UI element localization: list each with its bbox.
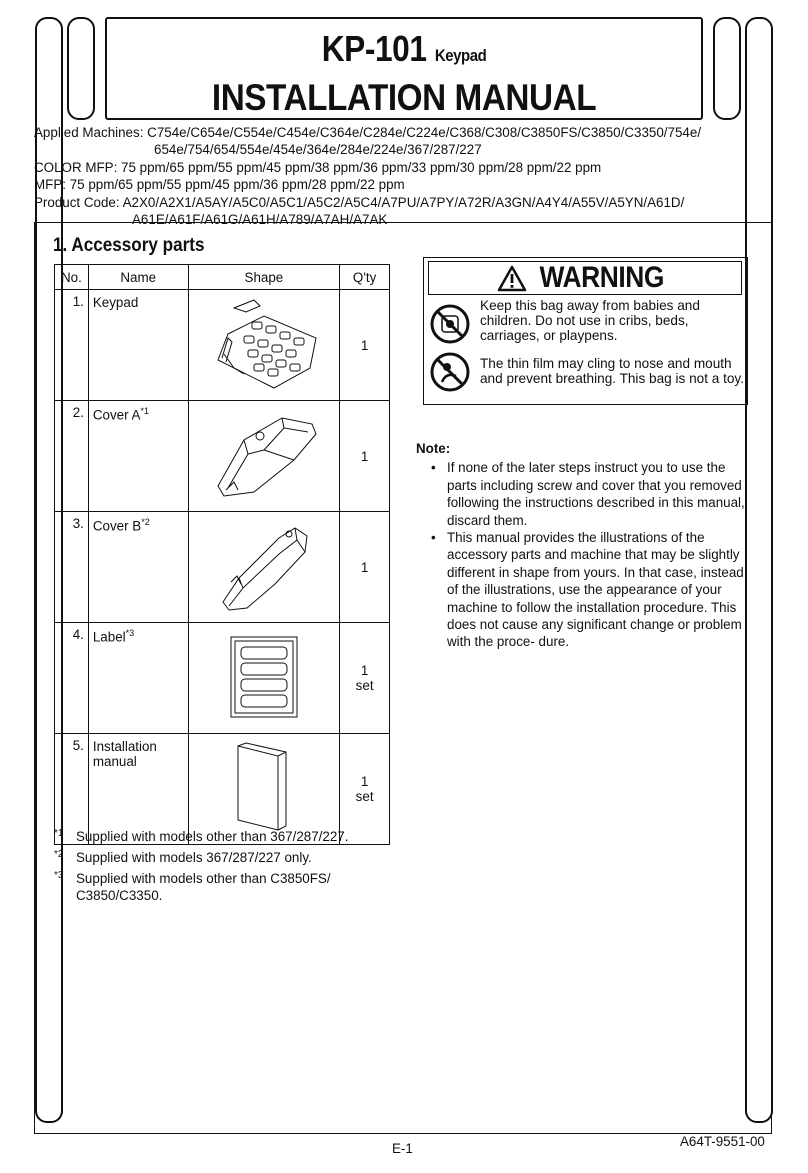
warning-title: WARNING (539, 261, 665, 294)
warning-triangle-icon (497, 265, 527, 292)
part-name: Cover B (92, 518, 142, 534)
header-info (34, 124, 774, 228)
footnote-text: Supplied with models other than 367/287/227. (76, 829, 349, 844)
row-name (88, 401, 188, 512)
accessory-parts-table (54, 264, 390, 845)
document-code: A64T-9551-00 (680, 1134, 765, 1149)
footnote-ref: *1 (140, 406, 150, 416)
model-name: KP-101 (321, 28, 427, 69)
row-shape (188, 512, 340, 623)
table-row (55, 401, 390, 512)
footnote-text: Supplied with models 367/287/227 only. (76, 850, 312, 865)
qty-unit: set (355, 789, 374, 804)
label-sheet-icon (229, 635, 299, 719)
product-code (34, 194, 774, 211)
right-tab-inner (713, 17, 741, 120)
footnote-mark: *2 (54, 849, 64, 860)
model-subtitle: Keypad (434, 46, 487, 65)
footnote-mark: *1 (54, 828, 64, 839)
footnote (54, 828, 396, 845)
footnotes (54, 828, 396, 908)
section-title: 1. Accessory parts (53, 235, 205, 256)
table-row (55, 512, 390, 623)
applied-line2: 654e/754/654/554e/454e/364e/284e/224e/367/287/227 (154, 142, 482, 158)
applied-machines (34, 124, 774, 141)
row-name (88, 512, 188, 623)
qty-value: 1 (360, 559, 369, 575)
row-qty (340, 512, 390, 623)
no-suffocation-icon (430, 352, 470, 392)
row-name (88, 290, 188, 401)
footnote (54, 870, 396, 904)
left-tab-inner (67, 17, 95, 120)
product-title (143, 29, 666, 76)
footnote-text: Supplied with models other than C3850FS/ C3850/C3350. (76, 871, 331, 903)
cover-b-icon (209, 518, 319, 614)
note-list (416, 459, 756, 650)
row-name (88, 623, 188, 734)
footnote-mark: *3 (54, 870, 64, 881)
row-no: 3. (55, 512, 89, 623)
col-shape: Shape (188, 265, 340, 290)
col-qty: Q'ty (340, 265, 390, 290)
title-box (105, 17, 703, 120)
qty-value: 1 (360, 774, 369, 789)
qty-value: 1 (360, 337, 369, 353)
note-section (416, 440, 756, 651)
warning-item (430, 298, 745, 344)
page-number: E-1 (392, 1141, 413, 1156)
row-qty (340, 401, 390, 512)
manual-booklet-icon (232, 742, 296, 834)
row-no: 5. (55, 734, 89, 845)
col-no: No. (55, 265, 89, 290)
row-shape (188, 623, 340, 734)
row-shape (188, 290, 340, 401)
cover-a-icon (204, 410, 324, 500)
mfp-speeds: MFP: 75 ppm/65 ppm/55 ppm/45 ppm/36 ppm/28 ppm/22 ppm (34, 177, 405, 193)
keypad-icon (204, 298, 324, 390)
list-item: • This manual provides the illustrations of the accessory parts and machine that may be slightly different in shape from yours. In that case, instead of the illustrations, use the appearance of your machine to follow the installation procedure. This does not cause any significant change or problem with the proce- dure. (416, 529, 756, 651)
warning-box (423, 257, 748, 405)
qty-value: 1 (360, 663, 369, 678)
manual-title: INSTALLATION MANUAL (211, 77, 597, 118)
warning-text: Keep this bag away from babies and children. Do not use in cribs, beds, carriages, or playpens. (480, 298, 700, 343)
qty-value: 1 (360, 448, 369, 464)
no-baby-bag-icon (430, 304, 470, 344)
warning-heading (428, 261, 742, 295)
row-qty (340, 290, 390, 401)
table-row (55, 623, 390, 734)
applied-line1: C754e/C654e/C554e/C454e/C364e/C284e/C224e/C368/C308/C3850FS/C3850/C3350/754e/ (147, 125, 702, 140)
table-header-row (55, 265, 390, 290)
part-name: Installation manual (92, 739, 157, 769)
part-name: Label (92, 629, 126, 645)
footnote-ref: *2 (141, 517, 150, 527)
part-name: Cover A (92, 407, 141, 423)
color-mfp-speeds: COLOR MFP: 75 ppm/65 ppm/55 ppm/45 ppm/38 ppm/36 ppm/33 ppm/30 ppm/28 ppm/22 ppm (34, 159, 602, 175)
warning-text: The thin film may cling to nose and mouth and prevent breathing. This bag is not a toy. (480, 356, 744, 386)
table-row (55, 290, 390, 401)
col-name: Name (88, 265, 188, 290)
product-line2: A61E/A61F/A61G/A61H/A789/A7AH/A7AK (132, 212, 388, 228)
applied-label: Applied Machines: (34, 125, 144, 140)
row-no: 1. (55, 290, 89, 401)
part-name: Keypad (92, 295, 139, 310)
footnote (54, 849, 396, 866)
row-shape (188, 401, 340, 512)
footnote-ref: *3 (125, 628, 135, 638)
list-item: • If none of the later steps instruct you to use the parts including screw and cover that you removed following the instructions described in this manual, discard them. (416, 459, 756, 529)
product-label: Product Code: (34, 194, 120, 210)
warning-item (430, 356, 745, 392)
note-title: Note: (416, 441, 451, 456)
product-line1: A2X0/A2X1/A5AY/A5C0/A5C1/A5C2/A5C4/A7PU/A7PY/A72R/A3GN/A4Y4/A55V/A5YN/A61D/ (122, 194, 685, 210)
row-no: 4. (55, 623, 89, 734)
qty-unit: set (355, 678, 374, 693)
row-qty (340, 623, 390, 734)
row-no: 2. (55, 401, 89, 512)
